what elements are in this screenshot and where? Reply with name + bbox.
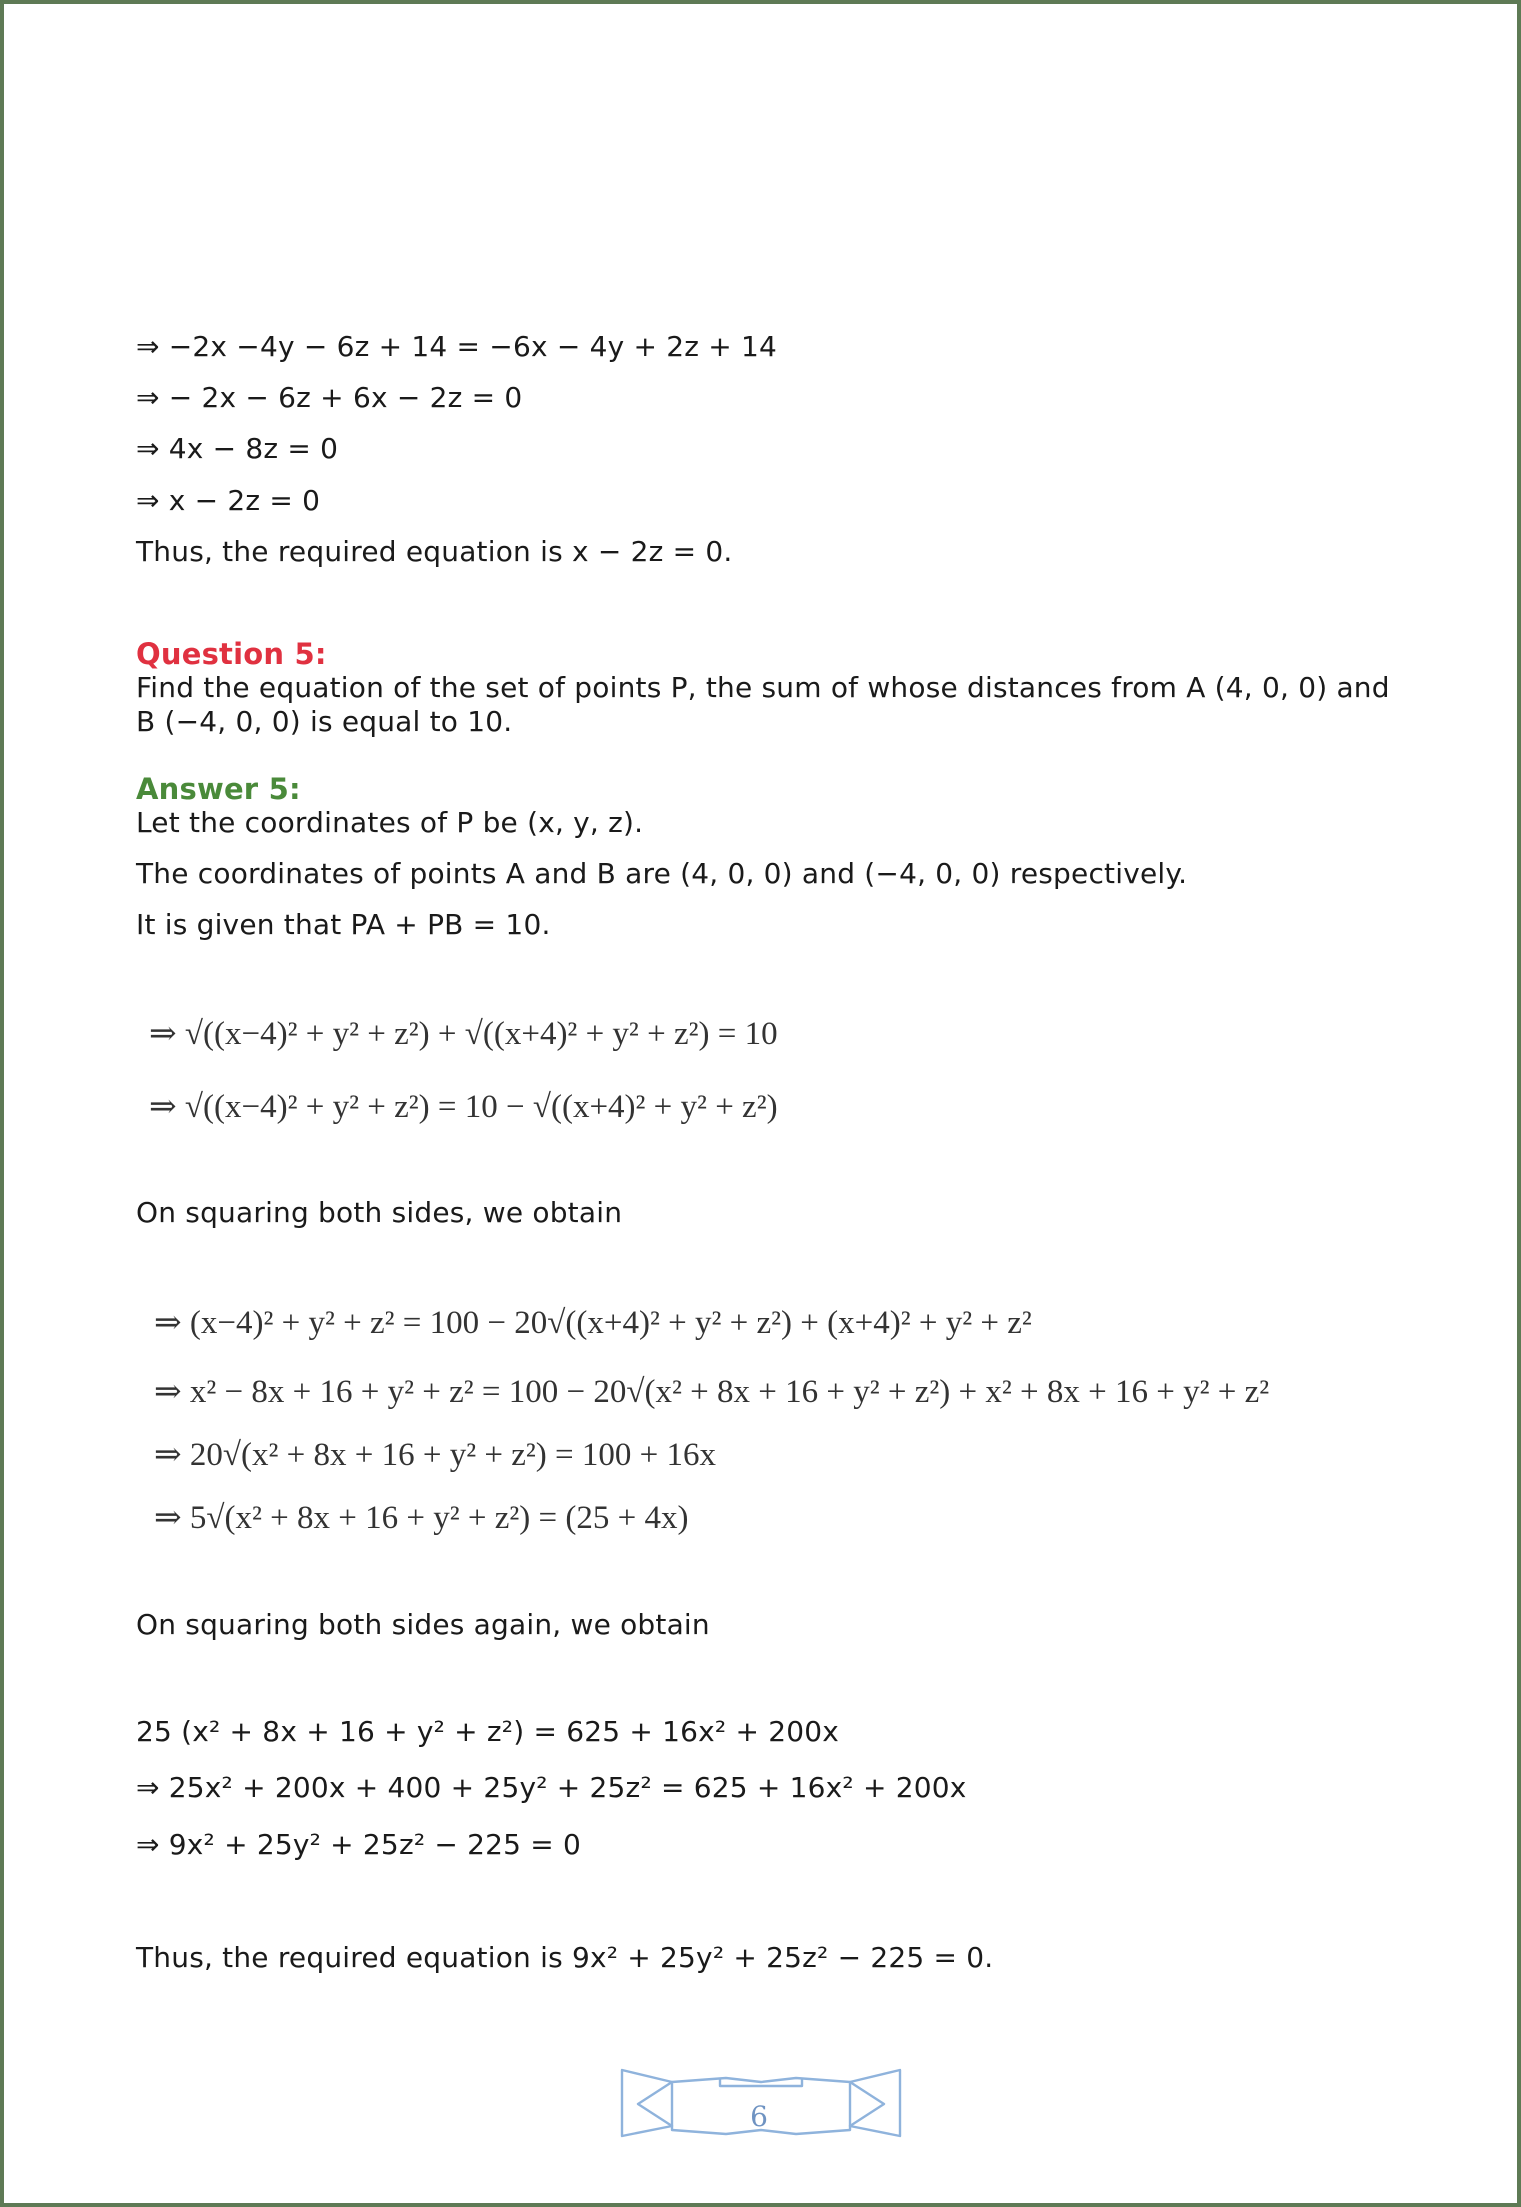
equation-2a: ⇒ (x−4)² + y² + z² = 100 − 20√((x+4)² + y² + z²) + (x+4)² + y² + z² [154, 1305, 1032, 1341]
equation-2b: ⇒ x² − 8x + 16 + y² + z² = 100 − 20√(x² + 8x + 16 + y² + z²) + x² + 8x + 16 + y² + z² [154, 1374, 1270, 1410]
answer-para-5: On squaring both sides again, we obtain [136, 1608, 710, 1641]
answer-para-1: Let the coordinates of P be (x, y, z). [136, 806, 644, 839]
step-line-1: ⇒ −2x −4y − 6z + 14 = −6x − 4y + 2z + 14 [136, 330, 778, 363]
step-line-2: ⇒ − 2x − 6z + 6x − 2z = 0 [136, 381, 523, 414]
step-conclusion: Thus, the required equation is x − 2z = 0. [136, 535, 733, 568]
equation-1b: ⇒ √((x−4)² + y² + z²) = 10 − √((x+4)² + y² + z²) [149, 1089, 778, 1125]
answer-heading: Answer 5: [136, 772, 301, 806]
equation-2d: ⇒ 5√(x² + 8x + 16 + y² + z²) = (25 + 4x) [154, 1500, 689, 1536]
answer-para-2: The coordinates of points A and B are (4, 0, 0) and (−4, 0, 0) respectively. [136, 857, 1188, 890]
answer-para-3: It is given that PA + PB = 10. [136, 908, 551, 941]
expansion-line-1: 25 (x² + 8x + 16 + y² + z²) = 625 + 16x² + 200x [136, 1715, 840, 1748]
expansion-line-2: ⇒ 25x² + 200x + 400 + 25y² + 25z² = 625 + 16x² + 200x [136, 1771, 967, 1804]
step-line-4: ⇒ x − 2z = 0 [136, 484, 321, 517]
page-number: 6 [750, 2100, 768, 2133]
equation-2c: ⇒ 20√(x² + 8x + 16 + y² + z²) = 100 + 16x [154, 1437, 716, 1473]
answer-para-4: On squaring both sides, we obtain [136, 1196, 623, 1229]
question-text: Find the equation of the set of points P, the sum of whose distances from A (4, 0, 0) and B (−4, 0, 0) is equal to 10. [136, 671, 1390, 738]
question-heading: Question 5: [136, 637, 327, 671]
equation-1a: ⇒ √((x−4)² + y² + z²) + √((x+4)² + y² + z²) = 10 [149, 1016, 778, 1052]
step-line-3: ⇒ 4x − 8z = 0 [136, 432, 339, 465]
expansion-line-3: ⇒ 9x² + 25y² + 25z² − 225 = 0 [136, 1828, 582, 1861]
final-conclusion: Thus, the required equation is 9x² + 25y² + 25z² − 225 = 0. [136, 1941, 994, 1974]
